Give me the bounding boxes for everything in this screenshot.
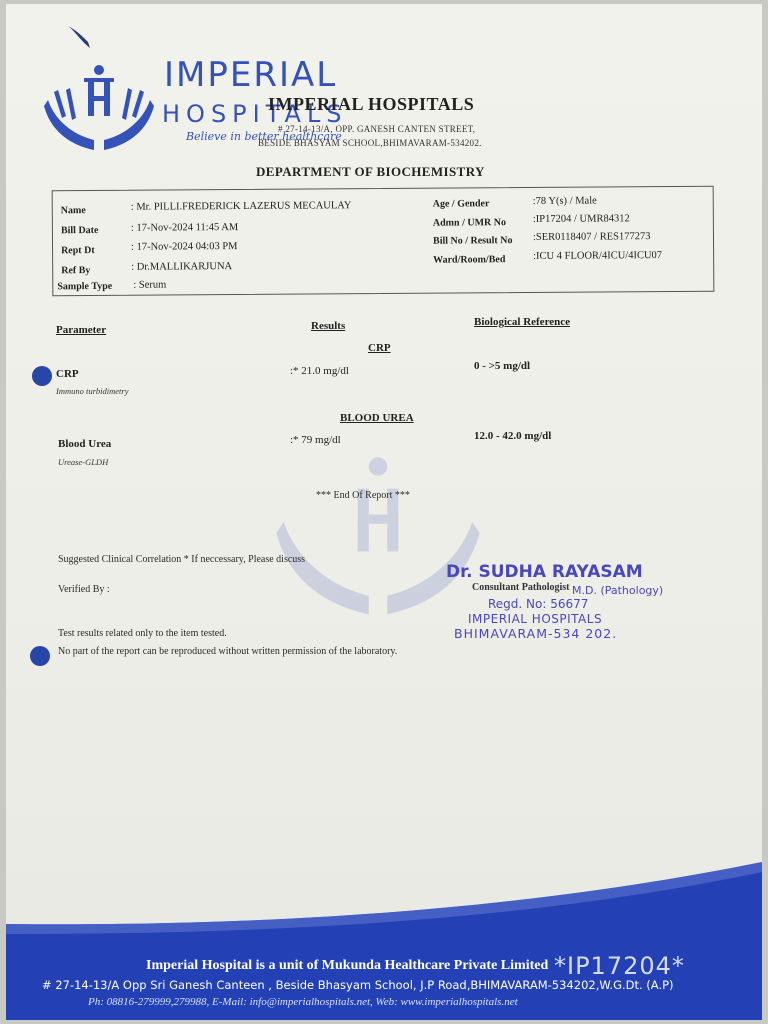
signature-qualification: M.D. (Pathology)	[572, 584, 664, 597]
age-gender-label: Age / Gender	[432, 198, 490, 210]
bill-number-label: Bill No / Result No	[432, 235, 513, 247]
bill-number: :SER0118407 / RES177273	[532, 231, 651, 243]
sample-type-label: Sample Type	[57, 280, 113, 293]
footer-line-1: Imperial Hospital is a unit of Mukunda Healthcare Private Limited	[146, 958, 549, 973]
patient-info-box	[52, 186, 715, 297]
report-date: : 17-Nov-2024 04:03 PM	[130, 241, 238, 253]
binder-hole	[32, 366, 52, 386]
signature-place: BHIMAVARAM-534 202.	[454, 626, 618, 641]
test-name: CRP	[56, 368, 79, 380]
name-label: Name	[60, 205, 86, 217]
test-reference: 0 - >5 mg/dl	[474, 360, 531, 372]
age-gender: :78 Y(s) / Male	[532, 195, 597, 207]
address-line-2: BESIDE BHASYAM SCHOOL,BHIMAVARAM-534202.	[258, 138, 482, 148]
department-title: DEPARTMENT OF BIOCHEMISTRY	[256, 164, 485, 179]
footer-line-2: # 27-14-13/A Opp Sri Ganesh Canteen , Beside Bhasyam School, J.P Road,BHIMAVARAM-534202,W.G.Dt. (A.P)	[42, 978, 674, 992]
test-result: :* 79 mg/dl	[290, 434, 341, 446]
hospital-logo-icon	[44, 60, 154, 152]
bill-date: : 17-Nov-2024 11:45 AM	[130, 222, 239, 234]
test-result: :* 21.0 mg/dl	[290, 365, 349, 377]
lab-report-page	[6, 4, 762, 1020]
logo-wordmark-bottom: HOSPITALS	[162, 100, 348, 128]
logo-tagline: Believe in better healthcare	[186, 130, 342, 143]
patient-name: : Mr. PILLI.FREDERICK LAZERUS MECAULAY	[130, 200, 352, 213]
logo-wordmark-top: IMPERIAL	[164, 55, 338, 95]
sample-type: : Serum	[133, 279, 167, 291]
admission-number: :IP17204 / UMR84312	[532, 213, 630, 225]
ward-label: Ward/Room/Bed	[433, 254, 506, 266]
signature-org: IMPERIAL HOSPITALS	[468, 612, 603, 626]
ref-by-label: Ref By	[61, 265, 91, 277]
section-heading: BLOOD UREA	[340, 412, 414, 424]
disclaimer-line-2: No part of the report can be reproduced without written permission of the laboratory.	[58, 646, 398, 657]
disclaimer-line-1: Test results related only to the item tested.	[58, 628, 227, 639]
column-reference: Biological Reference	[474, 316, 571, 328]
ip-number-watermark: *IP17204*	[554, 952, 685, 980]
verified-by: Verified By :	[58, 584, 110, 595]
end-of-report: *** End Of Report ***	[316, 490, 410, 501]
clinical-correlation-note: Suggested Clinical Correlation * If neccessary, Please discuss	[58, 554, 306, 565]
section-heading: CRP	[368, 342, 391, 354]
signature-regd: Regd. No: 56677	[488, 597, 589, 611]
signature-name: Dr. SUDHA RAYASAM	[446, 562, 643, 582]
binder-hole	[30, 646, 50, 666]
column-results: Results	[311, 320, 346, 332]
ward-room-bed: :ICU 4 FLOOR/4ICU/4ICU07	[533, 250, 663, 262]
test-method: Urease-GLDH	[58, 457, 109, 467]
column-parameter: Parameter	[56, 324, 107, 336]
admission-label: Admn / UMR No	[432, 217, 506, 229]
test-reference: 12.0 - 42.0 mg/dl	[474, 430, 552, 442]
footer-line-3: Ph: 08816-279999,279988, E-Mail: info@imperialhospitals.net, Web: www.imperialhospitals.net	[88, 996, 518, 1008]
test-method: Immuno turbidimetry	[56, 386, 129, 396]
ref-by: : Dr.MALLIKARJUNA	[131, 261, 233, 273]
hospital-title: IMPERIAL HOSPITALS	[268, 94, 475, 114]
test-name: Blood Urea	[58, 438, 112, 450]
pen-mark-icon	[66, 22, 96, 52]
report-date-label: Rept Dt	[61, 245, 95, 257]
bill-date-label: Bill Date	[60, 224, 99, 237]
address-line-1: # 27-14-13/A, OPP. GANESH CANTEN STREET,	[278, 124, 476, 134]
signature-title: Consultant Pathologist	[472, 582, 570, 593]
logo-watermark-icon	[268, 448, 488, 618]
